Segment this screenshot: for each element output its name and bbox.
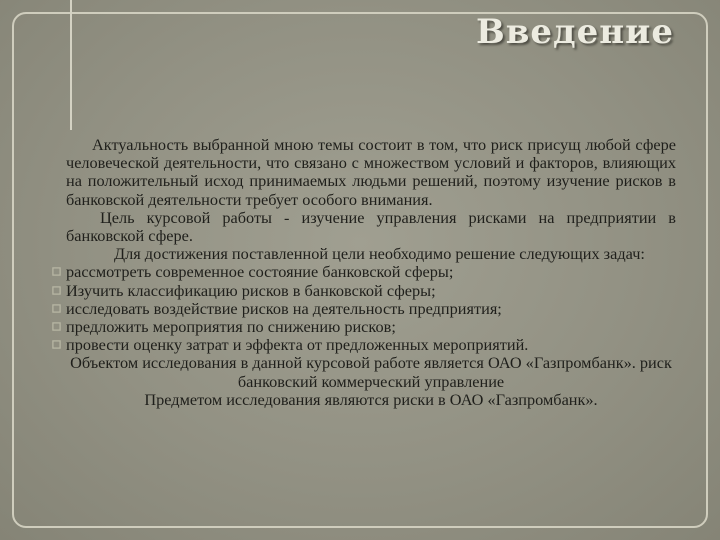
hollow-square-bullet-icon	[52, 340, 61, 349]
list-item	[66, 336, 676, 354]
list-item	[66, 263, 676, 281]
task-text: рассмотреть современное состояние банковской сферы;	[66, 262, 454, 282]
hollow-square-bullet-icon	[52, 322, 61, 331]
subject-paragraph: Предметом исследования являются риски в ОАО «Газпромбанк».	[144, 389, 598, 409]
tasks-intro-paragraph: Для достижения поставленной цели необходимо решение следующих задач:	[114, 244, 645, 264]
slide-title: Введение	[475, 12, 674, 52]
object-paragraph: Объектом исследования в данной курсовой работе является ОАО «Газпромбанк». риск банковский коммерческий управление	[70, 353, 672, 391]
goal-paragraph: Цель курсовой работы - изучение управления рисками на предприятии в банковской сфере.	[66, 207, 676, 246]
hollow-square-bullet-icon	[52, 267, 61, 276]
hollow-square-bullet-icon	[52, 286, 61, 295]
list-item	[66, 300, 676, 318]
task-text: Изучить классификацию рисков в банковской сферы;	[66, 280, 436, 300]
slide-body	[66, 136, 676, 409]
task-text: исследовать воздействие рисков на деятельность предприятия;	[66, 298, 502, 318]
hollow-square-bullet-icon	[52, 304, 61, 313]
task-text: провести оценку затрат и эффекта от предложенных мероприятий.	[66, 335, 529, 355]
list-item	[66, 318, 676, 336]
task-text: предложить мероприятия по снижению рисков;	[66, 317, 396, 337]
tasks-list	[66, 263, 676, 354]
list-item	[66, 282, 676, 300]
relevance-paragraph: Актуальность выбранной мною темы состоит в том, что риск присущ любой сфере человеческой деятельности, что связано с множеством условий и факторов, влияющих на положительный исход принимаемых людьми решений, поэтому изучение рисков в банковской деятельности требует особого внимания.	[66, 135, 676, 209]
frame-divider	[70, 0, 72, 130]
